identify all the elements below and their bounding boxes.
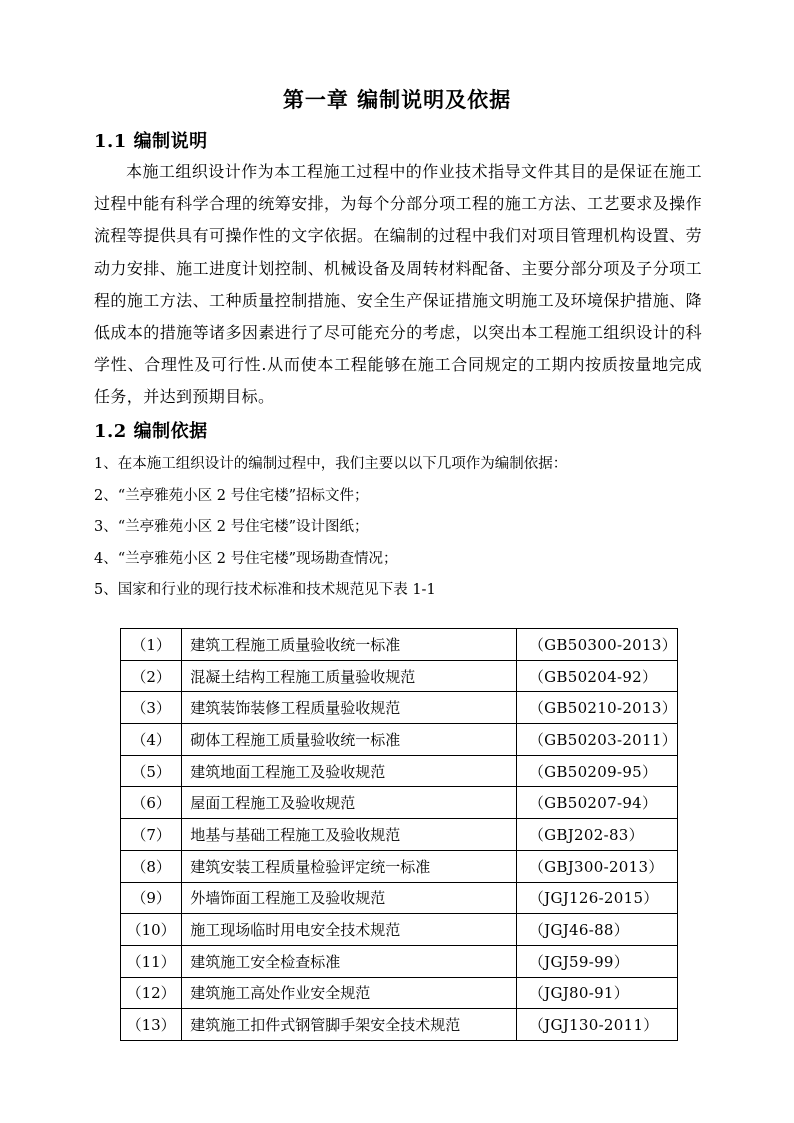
row-number: （10）	[121, 914, 182, 946]
standard-code: （GBJ202-83）	[516, 819, 677, 851]
list-item: 3、“兰亭雅苑小区 2 号住宅楼”设计图纸；	[94, 519, 369, 536]
standard-name: 建筑施工高处作业安全规范	[182, 977, 517, 1009]
row-number: （6）	[121, 787, 182, 819]
standards-table	[120, 628, 678, 1041]
standard-code: （GBJ300-2013）	[516, 850, 677, 882]
standard-name: 建筑安装工程质量检验评定统一标准	[182, 850, 517, 882]
list-item: 2、“兰亭雅苑小区 2 号住宅楼”招标文件；	[94, 487, 369, 504]
table-row	[121, 945, 678, 977]
table-row	[121, 819, 678, 851]
standard-name: 建筑工程施工质量验收统一标准	[182, 629, 517, 661]
standard-name: 地基与基础工程施工及验收规范	[182, 819, 517, 851]
standard-code: （GB50210-2013）	[516, 692, 677, 724]
standard-code: （GB50209-95）	[516, 755, 677, 787]
standard-name: 砌体工程施工质量验收统一标准	[182, 724, 517, 756]
table-row	[121, 850, 678, 882]
list-item: 4、“兰亭雅苑小区 2 号住宅楼”现场勘查情况；	[94, 550, 398, 567]
row-number: （2）	[121, 660, 182, 692]
table-row	[121, 977, 678, 1009]
list-item: 5、国家和行业的现行技术标准和技术规范见下表 1-1	[94, 582, 436, 599]
standard-code: （GB50300-2013）	[516, 629, 677, 661]
standard-name: 建筑施工安全检查标准	[182, 945, 517, 977]
basis-list	[94, 449, 714, 607]
table-row	[121, 1009, 678, 1041]
standard-name: 建筑装饰装修工程质量验收规范	[182, 692, 517, 724]
row-number: （11）	[121, 945, 182, 977]
row-number: （8）	[121, 850, 182, 882]
standard-code: （JGJ126-2015）	[516, 882, 677, 914]
row-number: （4）	[121, 724, 182, 756]
standard-name: 屋面工程施工及验收规范	[182, 787, 517, 819]
list-item: 1、在本施工组织设计的编制过程中，我们主要以以下几项作为编制依据：	[94, 456, 568, 472]
standard-code: （JGJ59-99）	[516, 945, 677, 977]
section-1-1-paragraph: 本施工组织设计作为本工程施工过程中的作业技术指导文件其目的是保证在施工过程中能有科学合理的统筹安排，为每个分部分项工程的施工方法、工艺要求及操作流程等提供具有可操作性的文字依据。在编制的过程中我们对项目管理机构设置、劳动力安排、施工进度计划控制、机械设备及周转材料配备、主要分部分项及子分项工程的施工方法、工种质量控制措施、安全生产保证措施文明施工及环境保护措施、降低成本的措施等诸多因素进行了尽可能充分的考虑，以突出本工程施工组织设计的科学性、合理性及可行性.从而使本工程能够在施工合同规定的工期内按质按量地完成任务，并达到预期目标。	[94, 162, 702, 407]
table-row	[121, 787, 678, 819]
table-row	[121, 660, 678, 692]
standard-name: 建筑施工扣件式钢管脚手架安全技术规范	[182, 1009, 517, 1041]
row-number: （12）	[121, 977, 182, 1009]
table-row	[121, 882, 678, 914]
standard-name: 施工现场临时用电安全技术规范	[182, 914, 517, 946]
standard-name: 混凝土结构工程施工质量验收规范	[182, 660, 517, 692]
standard-code: （JGJ46-88）	[516, 914, 677, 946]
standard-name: 外墙饰面工程施工及验收规范	[182, 882, 517, 914]
table-row	[121, 692, 678, 724]
standard-code: （GB50203-2011）	[516, 724, 677, 756]
chapter-title: 第一章 编制说明及依据	[282, 87, 512, 112]
table-row	[121, 724, 678, 756]
standard-name: 建筑地面工程施工及验收规范	[182, 755, 517, 787]
row-number: （5）	[121, 755, 182, 787]
standard-code: （JGJ80-91）	[516, 977, 677, 1009]
table-row	[121, 629, 678, 661]
section-heading-1-2: 1.2 编制依据	[94, 421, 208, 442]
row-number: （9）	[121, 882, 182, 914]
row-number: （1）	[121, 629, 182, 661]
row-number: （3）	[121, 692, 182, 724]
standard-code: （GB50207-94）	[516, 787, 677, 819]
section-heading-1-1: 1.1 编制说明	[94, 131, 208, 152]
standard-code: （GB50204-92）	[516, 660, 677, 692]
table-row	[121, 914, 678, 946]
row-number: （7）	[121, 819, 182, 851]
standard-code: （JGJ130-2011）	[516, 1009, 677, 1041]
table-row	[121, 755, 678, 787]
row-number: （13）	[121, 1009, 182, 1041]
